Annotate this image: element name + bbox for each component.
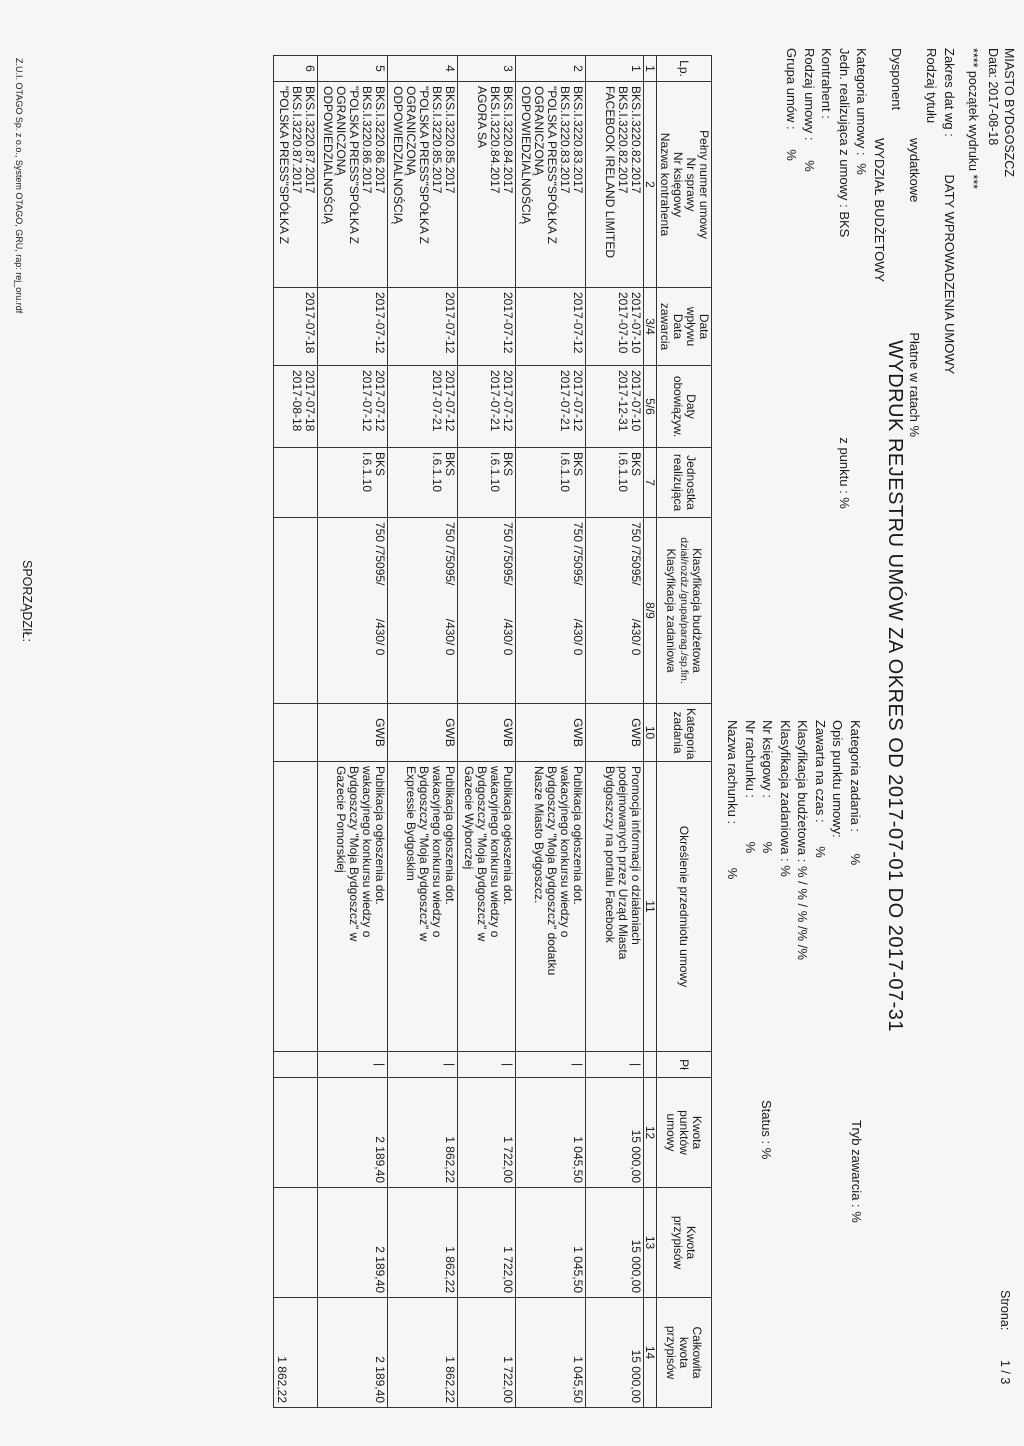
contract-line: BKS.I.3220.85.2017 [443, 86, 457, 194]
dates_valid-line: 2017-08-18 [290, 370, 304, 432]
row-budget: 750 /75095/ /430/ 0 [318, 518, 388, 704]
contract-line: "POLSKA PRESS"SPÓŁKA Z [347, 86, 361, 244]
unit-line: I.6.1.10 [488, 452, 502, 493]
contract-line: AGORA SA [475, 86, 489, 149]
contract-line: "POLSKA PRESS"SPÓŁKA Z [417, 86, 431, 244]
row-task-category: GWB [516, 704, 586, 762]
filter-value: % [784, 149, 800, 161]
row-subject [318, 762, 388, 1052]
row-budget: 750 /75095/ /430/ 0 [388, 518, 458, 704]
contract-line: "POLSKA PRESS"SPÓŁKA Z [545, 86, 559, 244]
table-row [318, 56, 388, 1408]
contract-line: OGRANICZONĄ [532, 86, 546, 176]
col-number: 7 [644, 448, 657, 518]
filter-label: Jedn. realizująca z umowy : [837, 48, 852, 208]
contract-line: BKS.I.3220.83.2017 [558, 86, 572, 194]
subject-line: Nasze Miasto Bydgoszcz. [532, 766, 546, 904]
row-pl: | [458, 1052, 516, 1078]
row-dates-valid [318, 366, 388, 448]
table-row [516, 56, 586, 1408]
row-subject [586, 762, 644, 1052]
col-number: 3/4 [644, 288, 657, 366]
table-row [458, 56, 516, 1408]
filter-z-punktu: z punktu : % [837, 437, 852, 509]
col-number [644, 1052, 657, 1078]
contract-line: BKS.I.3220.82.2017 [629, 86, 643, 194]
table-row [274, 56, 318, 1408]
col-pl: Pł [657, 1052, 712, 1078]
row-amount: 1 045,50 [516, 1078, 586, 1188]
filter-value: % / % / % /% /% [795, 865, 811, 960]
row-total: 1 045,50 [516, 1298, 586, 1408]
subject-line: Bydgoszczy na portalu Facebook [603, 766, 617, 943]
subject-line: wakacyjnego konkursu wiedzy o [360, 766, 374, 938]
filter-status: Status : % [759, 1100, 774, 1160]
contract-line: ODPOWIEDZIALNOŚCIĄ [391, 86, 405, 225]
row-subject [458, 762, 516, 1052]
row-pl: | [388, 1052, 458, 1078]
filter-value: % [848, 853, 863, 866]
filter-value: Płatne w ratach % [907, 332, 922, 438]
row-contract [318, 82, 388, 288]
row-lp: 6 [274, 56, 318, 82]
column-number-row [644, 56, 657, 1408]
report-title: WYDRUK REJESTRU UMÓW ZA OKRES OD 2017-07-01 DO 2017-07-31 [884, 340, 906, 1033]
row-dates-in [274, 288, 318, 366]
filter-label: Rodzaj tytułu [924, 48, 940, 124]
col-unit: Jednostka realizująca [657, 448, 712, 518]
footer-system: Z.U.I. OTAGO Sp. z o.o., System OTAGO, GRU, rap: rej_oru.rdf [14, 58, 24, 314]
col-lp: Lp. [657, 56, 712, 82]
table-header-row [657, 56, 712, 1408]
subject-line: Publikacja ogłoszenia dot. [373, 766, 387, 905]
filters-left [783, 48, 958, 509]
contract-line: "POLSKA PRESS"SPÓŁKA Z [277, 86, 291, 244]
contract-line: BKS.I.3220.83.2017 [571, 86, 585, 194]
filter-value: wydatkowe [907, 138, 922, 203]
row-pl: | [516, 1052, 586, 1078]
row-budget: 750 /75095/ /430/ 0 [458, 518, 516, 704]
col-budget: Klasyfikacja budżetowa dział/rozdz./grupa/parag./sp.fin. Klasyfikacja zadaniowa [657, 518, 712, 704]
row-unit [388, 448, 458, 518]
dates_in-line: 2017-07-10 [629, 292, 643, 354]
contract-line: BKS.I.3220.84.2017 [488, 86, 502, 194]
contract-line: ODPOWIEDZIALNOŚCIĄ [321, 86, 335, 225]
contract-line: OGRANICZONĄ [404, 86, 418, 176]
row-dates-valid [586, 366, 644, 448]
row-pl [274, 1052, 318, 1078]
row-task-category [274, 704, 318, 762]
row-pl: | [586, 1052, 644, 1078]
col-number: 11 [644, 762, 657, 1052]
row-dates-in [586, 288, 644, 366]
print-start-marker: **** początek wydruku *** [966, 48, 980, 190]
table-body [274, 56, 644, 1408]
filter-value: % [813, 846, 828, 858]
dates_in-line: 2017-07-10 [616, 292, 630, 354]
row-dates-valid [516, 366, 586, 448]
col-number: 14 [644, 1298, 657, 1408]
col-number: 12 [644, 1078, 657, 1188]
filter-label: Opis punktu umowy: [830, 720, 846, 838]
row-dates-valid [388, 366, 458, 448]
page-number: 1 / 3 [998, 1360, 1012, 1385]
filter-label: Klasyfikacja zadaniowa : [778, 720, 793, 862]
dates_valid-line: 2017-07-12 [443, 370, 457, 432]
unit-line: I.6.1.10 [558, 452, 572, 493]
subject-line: Publikacja ogłoszenia dot. [501, 766, 515, 905]
row-payments [274, 1188, 318, 1298]
dates_valid-line: 2017-07-21 [558, 370, 572, 432]
contracts-table [273, 55, 712, 1408]
subject-line: Bydgoszczy "Moja Bydgoszcz" w [347, 766, 361, 942]
col-number: 8/9 [644, 518, 657, 704]
dates_in-line: 2017-07-12 [443, 292, 457, 354]
subject-line: Bydgoszczy "Moja Bydgoszcz" dodatku [545, 766, 559, 976]
filter-label: Rodzaj umowy : [802, 48, 817, 141]
page-label: Strona: [998, 1290, 1012, 1331]
row-subject [274, 762, 318, 1052]
contract-line: OGRANICZONĄ [334, 86, 348, 176]
row-payments: 1 045,50 [516, 1188, 586, 1298]
filter-label: Klasyfikacja budżetowa : [795, 720, 811, 863]
row-lp: 5 [318, 56, 388, 82]
dates_in-line: 2017-07-12 [373, 292, 387, 354]
unit-line: BKS [629, 452, 643, 477]
contract-line: ODPOWIEDZIALNOŚCIĄ [519, 86, 533, 225]
row-subject [388, 762, 458, 1052]
row-unit [274, 448, 318, 518]
filter-value: % [725, 867, 741, 880]
unit-line: I.6.1.10 [430, 452, 444, 493]
dates_valid-line: 2017-12-31 [616, 370, 630, 432]
subject-line: Publikacja ogłoszenia dot. [571, 766, 585, 905]
row-dates-in [516, 288, 586, 366]
row-payments: 1 862,22 [388, 1188, 458, 1298]
subject-line: wakacyjnego konkursu wiedzy o [488, 766, 502, 938]
col-number: 5/6 [644, 366, 657, 448]
row-task-category: GWB [586, 704, 644, 762]
table-row [586, 56, 644, 1408]
table-row [388, 56, 458, 1408]
print-date: Data: 2017-08-18 [986, 48, 1000, 146]
contract-line: BKS.I.3220.84.2017 [501, 86, 515, 194]
subject-line: podejmowanych przez Urząd Miasta [616, 766, 630, 960]
row-unit [458, 448, 516, 518]
dates_valid-line: 2017-07-12 [373, 370, 387, 432]
subject-line: wakacyjnego konkursu wiedzy o [430, 766, 444, 938]
col-payments: Kwota przypisów [657, 1188, 712, 1298]
row-contract [388, 82, 458, 288]
row-unit [516, 448, 586, 518]
filter-label: Kategoria zadania : [848, 720, 863, 833]
col-number: 2 [644, 82, 657, 288]
row-budget: 750 /75095/ /430/ 0 [586, 518, 644, 704]
contract-line: BKS.I.3220.87.2017 [303, 86, 317, 194]
filter-label: Grupa umów : [784, 48, 800, 130]
row-total: 15 000,00 [586, 1298, 644, 1408]
row-lp: 3 [458, 56, 516, 82]
subject-line: Promocja informacji o działaniach [629, 766, 643, 945]
subject-line: wakacyjnego konkursu wiedzy o [558, 766, 572, 938]
row-amount: 2 189,40 [318, 1078, 388, 1188]
row-budget: 750 /75095/ /430/ 0 [516, 518, 586, 704]
subject-line: Publikacja ogłoszenia dot. [443, 766, 457, 905]
contract-line: BKS.I.3220.86.2017 [373, 86, 387, 194]
filter-label: Zakres dat wg : [942, 48, 957, 137]
filter-value: BKS [837, 211, 852, 238]
row-unit [586, 448, 644, 518]
row-total: 1 862,22 [388, 1298, 458, 1408]
col-contract: Pełny numer umowy Nr sprawy Nr księgowy Nazwa kontrahenta [657, 82, 712, 288]
dates_in-line: 2017-07-12 [501, 292, 515, 354]
col-number: 13 [644, 1188, 657, 1298]
filter-value: % [854, 163, 870, 175]
row-contract [586, 82, 644, 288]
row-contract [516, 82, 586, 288]
col-task-category: Kategoria zadania [657, 704, 712, 762]
row-lp: 2 [516, 56, 586, 82]
footer-signed: SPORZĄDZIŁ: [20, 560, 34, 642]
col-total: Całkowita kwota przypisów [657, 1298, 712, 1408]
subject-line: Gazecie Pomorskiej [334, 766, 348, 873]
unit-line: BKS [443, 452, 457, 477]
contract-line: BKS.I.3220.86.2017 [360, 86, 374, 194]
row-dates-valid [458, 366, 516, 448]
contract-line: BKS.I.3220.85.2017 [430, 86, 444, 194]
filter-label: Nr rachunku : [743, 720, 758, 799]
filter-value: DATY WPROWADZENIA UMOWY [942, 174, 957, 375]
row-payments: 2 189,40 [318, 1188, 388, 1298]
col-dates-in: Data wpływu Data zawarcia [657, 288, 712, 366]
filter-value: % [778, 865, 793, 877]
filter-value: WYDZIAŁ BUDŻETOWY [872, 138, 887, 283]
filter-value: % [802, 160, 817, 172]
dates_in-line: 2017-07-12 [571, 292, 585, 354]
dates_valid-line: 2017-07-12 [501, 370, 515, 432]
unit-line: I.6.1.10 [360, 452, 374, 493]
filter-label: Nazwa rachunku : [725, 720, 741, 825]
row-pl: | [318, 1052, 388, 1078]
filter-label: Kontrahent : [819, 48, 835, 119]
row-amount: 1 862,22 [388, 1078, 458, 1188]
filter-tryb: Tryb zawarcia : % [849, 1120, 864, 1223]
unit-line: BKS [501, 452, 515, 477]
row-total: 1 722,00 [458, 1298, 516, 1408]
col-amount: Kwota punktów umowy [657, 1078, 712, 1188]
row-amount: 15 000,00 [586, 1078, 644, 1188]
dates_in-line: 2017-07-18 [303, 292, 317, 354]
row-dates-in [388, 288, 458, 366]
subject-line: Gazecie Wyborczej [462, 766, 476, 870]
subject-line: Bydgoszczy "Moja Bydgoszcz" w [475, 766, 489, 942]
dates_valid-line: 2017-07-12 [571, 370, 585, 432]
filter-label: Kategoria umowy : [854, 48, 870, 156]
unit-line: BKS [373, 452, 387, 477]
row-contract [274, 82, 318, 288]
row-task-category: GWB [388, 704, 458, 762]
subject-line: Bydgoszczy "Moja Bydgoszcz" w [417, 766, 431, 942]
row-unit [318, 448, 388, 518]
unit-line: BKS [571, 452, 585, 477]
filter-label: Nr księgowy : [760, 720, 776, 799]
subject-line: Expressie Bydgoskim [404, 766, 418, 881]
row-total: 1 862,22 [274, 1298, 318, 1408]
row-budget [274, 518, 318, 704]
filter-label: Zawarta na czas : [813, 720, 828, 823]
row-payments: 15 000,00 [586, 1188, 644, 1298]
contract-line: BKS.I.3220.82.2017 [616, 86, 630, 194]
filter-label: Dysponent [889, 48, 905, 111]
dates_valid-line: 2017-07-21 [488, 370, 502, 432]
col-number: 1 [644, 56, 657, 82]
row-amount: 1 722,00 [458, 1078, 516, 1188]
unit-line: I.6.1.10 [616, 452, 630, 493]
org-name: MIASTO BYDGOSZCZ [1002, 48, 1016, 177]
col-number: 10 [644, 704, 657, 762]
row-lp: 1 [586, 56, 644, 82]
row-total: 2 189,40 [318, 1298, 388, 1408]
contract-line: BKS.I.3220.87.2017 [290, 86, 304, 194]
col-subject: Określenie przedmiotu umowy [657, 762, 712, 1052]
row-lp: 4 [388, 56, 458, 82]
row-subject [516, 762, 586, 1052]
contract-line: FACEBOOK IRELAND LIMITED [603, 86, 617, 259]
row-payments: 1 722,00 [458, 1188, 516, 1298]
dates_valid-line: 2017-07-12 [360, 370, 374, 432]
dates_valid-line: 2017-07-18 [303, 370, 317, 432]
col-dates-valid: Daty obowiązyw. [657, 366, 712, 448]
row-amount [274, 1078, 318, 1188]
row-contract [458, 82, 516, 288]
row-dates-in [458, 288, 516, 366]
row-task-category: GWB [458, 704, 516, 762]
filter-value: % [743, 841, 758, 854]
dates_valid-line: 2017-07-10 [629, 370, 643, 432]
row-dates-valid [274, 366, 318, 448]
dates_valid-line: 2017-07-21 [430, 370, 444, 432]
filter-value: % [760, 841, 776, 854]
filters-right [724, 720, 864, 960]
row-dates-in [318, 288, 388, 366]
row-task-category: GWB [318, 704, 388, 762]
